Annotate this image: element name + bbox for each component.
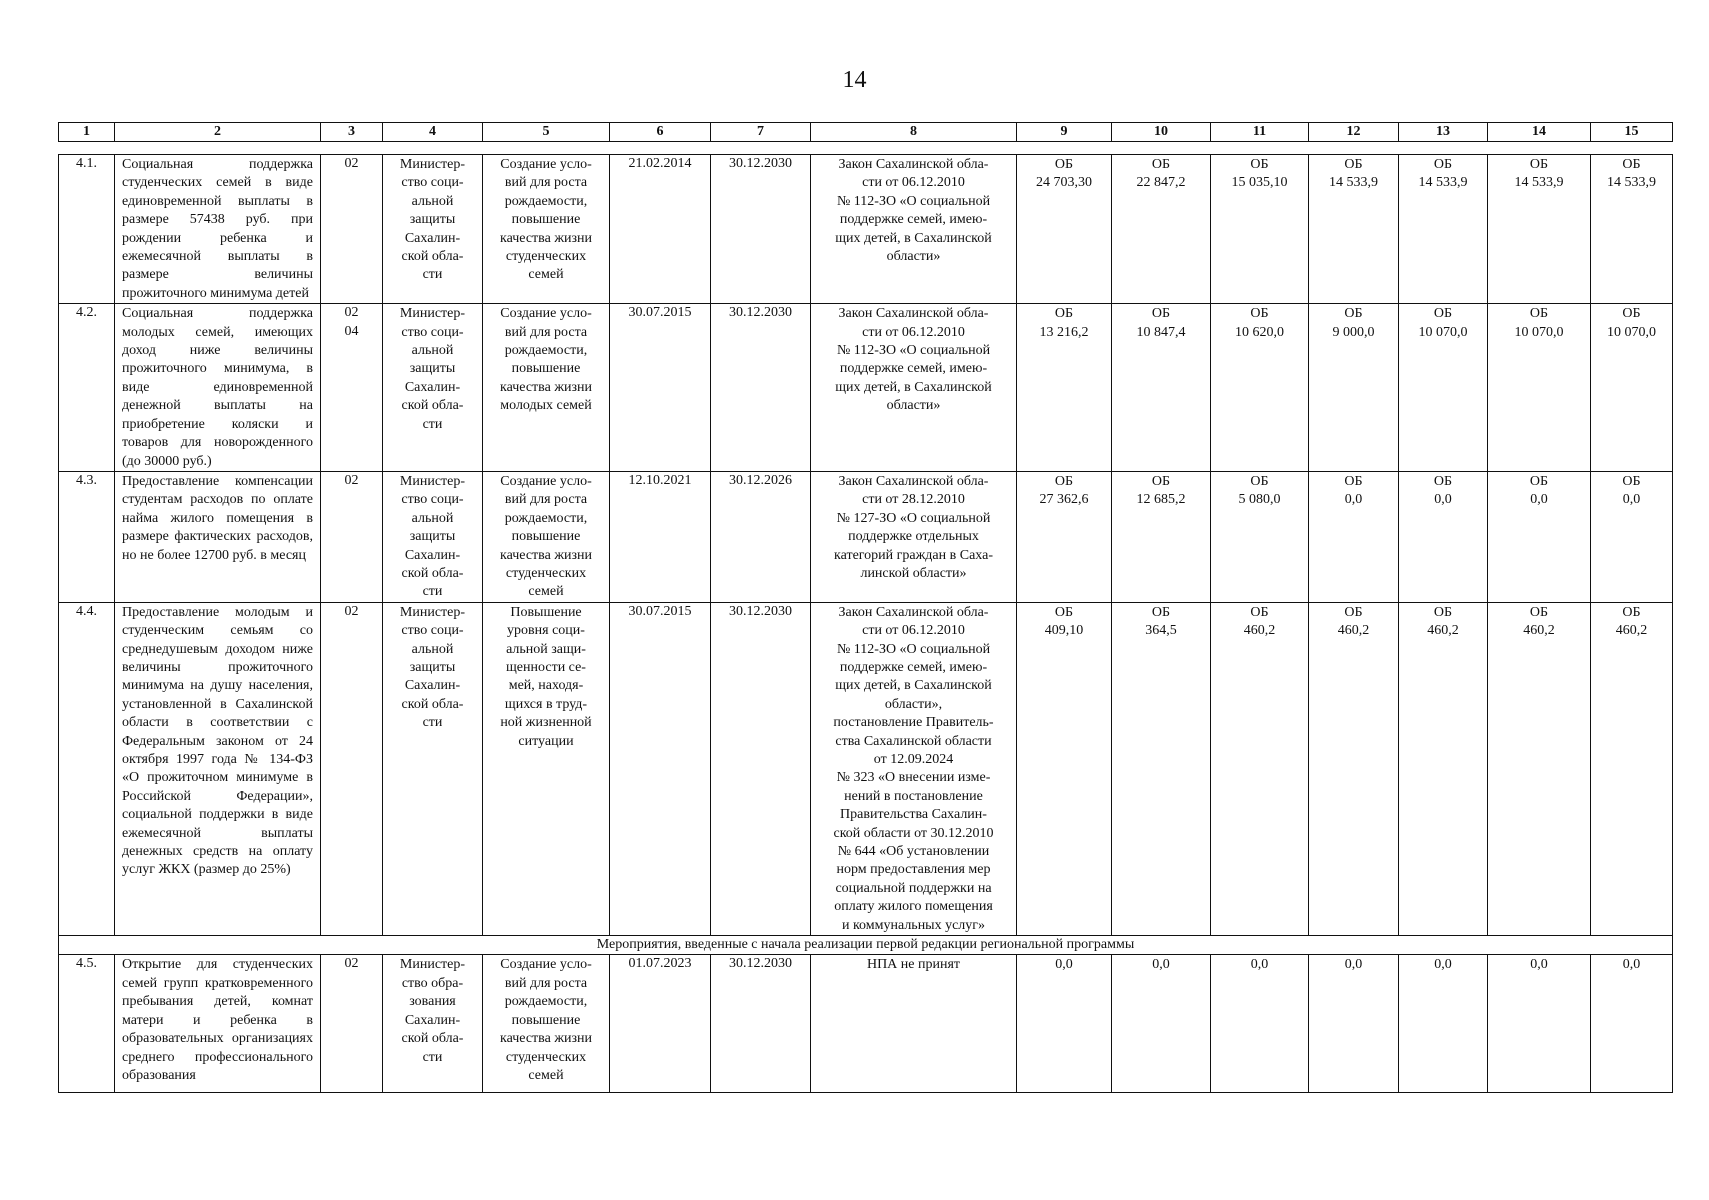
cell-line: Закон Сахалинской обла- <box>838 157 989 172</box>
cell-line: повышение <box>511 212 581 228</box>
end-date: 30.12.2026 <box>711 471 811 602</box>
cell-line: студенческих <box>505 1049 587 1065</box>
funding-amount: 15 035,10 <box>1231 175 1288 191</box>
result-cell <box>483 955 610 1093</box>
row-number: 4.5. <box>59 955 115 1093</box>
end-date: 30.12.2030 <box>711 155 811 304</box>
row-number: 4.2. <box>59 304 115 472</box>
cell-line: Министер- <box>399 306 466 322</box>
funding-source: ОБ <box>1250 604 1269 620</box>
funding-source: ОБ <box>1151 473 1171 489</box>
funding-amount: 5 080,0 <box>1238 492 1281 508</box>
cell-line: сти <box>422 416 443 432</box>
cell-line: защиты <box>409 529 456 545</box>
cell-line: Создание усло- <box>500 306 592 322</box>
cell-line: № 644 «Об установлении <box>837 844 990 860</box>
cell-line: области» <box>886 398 941 414</box>
funding-cell <box>1309 155 1399 304</box>
cell-line: Повышение <box>510 604 582 620</box>
funding-amount: 10 847,4 <box>1136 324 1186 340</box>
funding-amount: 0,0 <box>1434 492 1452 508</box>
cell-line: уровня соци- <box>507 623 585 639</box>
legal-basis-cell <box>811 955 1017 1093</box>
funding-cell <box>1112 602 1211 935</box>
column-number: 12 <box>1309 123 1399 142</box>
cell-line: защиты <box>409 361 456 377</box>
cell-line: альной защи- <box>506 641 586 657</box>
funding-source: ОБ <box>1250 157 1269 172</box>
cell-line: постановление Правитель- <box>833 715 994 731</box>
funding-source: ОБ <box>1151 306 1171 322</box>
cell-line: щих детей, в Сахалинской <box>835 230 992 246</box>
cell-line: качества жизни <box>500 1031 592 1047</box>
column-number: 6 <box>610 123 711 142</box>
cell-line: защиты <box>409 659 456 675</box>
executor-cell <box>383 304 483 472</box>
funding-cell <box>1399 304 1488 472</box>
row-number: 4.1. <box>59 155 115 304</box>
cell-line: сти от 28.12.2010 <box>862 492 965 508</box>
page-number: 14 <box>842 67 867 93</box>
cell-line: Сахалин- <box>404 678 461 694</box>
funding-cell <box>1017 602 1112 935</box>
cell-line: Закон Сахалинской обла- <box>838 306 989 322</box>
funding-cell <box>1399 955 1488 1093</box>
funding-source: ОБ <box>1151 157 1171 172</box>
cell-line: сти от 06.12.2010 <box>862 324 965 340</box>
cell-line: сти <box>422 715 443 731</box>
funding-amount: 10 620,0 <box>1235 324 1284 340</box>
cell-line: рождаемости, <box>504 343 588 359</box>
code-cell <box>321 304 383 472</box>
funding-cell <box>1309 602 1399 935</box>
end-date: 30.12.2030 <box>711 602 811 935</box>
cell-line: ской обла- <box>401 1031 464 1047</box>
funding-amount: 0,0 <box>1530 492 1548 508</box>
table-row <box>59 955 1673 1093</box>
funding-amount: 10 070,0 <box>1418 324 1468 340</box>
funding-cell <box>1017 304 1112 472</box>
cell-line: студенческих <box>505 565 587 581</box>
funding-amount: 10 070,0 <box>1514 324 1564 340</box>
cell-line: Сахалин- <box>404 1012 461 1028</box>
result-cell <box>483 471 610 602</box>
funding-source: ОБ <box>1529 473 1549 489</box>
column-number: 9 <box>1017 123 1112 142</box>
cell-line: рождаемости, <box>504 510 588 526</box>
funding-amount: 0,0 <box>1344 492 1363 508</box>
funding-amount: 22 847,2 <box>1136 175 1186 191</box>
funding-amount: 409,10 <box>1044 623 1084 639</box>
funding-source: ОБ <box>1151 604 1171 620</box>
cell-line: и коммунальных услуг» <box>841 917 986 933</box>
funding-cell <box>1591 602 1673 935</box>
funding-cell <box>1211 304 1309 472</box>
funding-source: ОБ <box>1250 473 1269 489</box>
cell-line: качества жизни <box>500 230 592 246</box>
cell-line: сти <box>422 584 443 600</box>
column-number: 13 <box>1399 123 1488 142</box>
funding-cell <box>1112 955 1211 1093</box>
cell-line: Сахалин- <box>404 547 461 563</box>
funding-source: ОБ <box>1054 473 1074 489</box>
measure-name: Предоставление компенсации студентам расходов по оплате найма жилого помещения в размере фактических расходов, но не более 12700 руб. в месяц <box>115 471 321 602</box>
start-date: 01.07.2023 <box>610 955 711 1093</box>
funding-amount: 0,0 <box>1152 957 1170 973</box>
start-date: 21.02.2014 <box>610 155 711 304</box>
funding-cell <box>1488 602 1591 935</box>
cell-line: № 127-ЗО «О социальной <box>836 510 991 526</box>
funding-source: ОБ <box>1622 306 1641 322</box>
table-row <box>59 602 1673 935</box>
cell-line: рождаемости, <box>504 193 588 209</box>
funding-cell <box>1591 304 1673 472</box>
executor-cell <box>383 155 483 304</box>
cell-line: от 12.09.2024 <box>873 752 954 767</box>
funding-cell <box>1211 955 1309 1093</box>
cell-line: повышение <box>511 1012 581 1028</box>
cell-line: ской обла- <box>401 398 464 414</box>
funding-source: ОБ <box>1344 306 1363 322</box>
cell-line: Создание усло- <box>500 957 592 973</box>
funding-source: ОБ <box>1250 306 1269 322</box>
cell-line: студенческих <box>505 249 587 265</box>
cell-line: молодых семей <box>500 398 592 414</box>
cell-line: Создание усло- <box>500 157 592 172</box>
measure-name: Предоставление молодым и студенческим семьям со среднедушевым доходом ниже величины прожиточного минимума на душу населения, установленной в Сахалинской области в соответствии с Федеральным законом от 24 октября 1997 года № 134-ФЗ «О прожиточном минимуме в Российской Федерации», социальной поддержки в виде ежемесячной выплаты денежных средств на оплату услуг ЖКХ (размер до 25%) <box>115 602 321 935</box>
funding-cell <box>1399 155 1488 304</box>
cell-line: ство соци- <box>401 492 464 508</box>
column-number: 2 <box>115 123 321 142</box>
cell-line: ство соци- <box>401 324 464 340</box>
funding-source: ОБ <box>1433 473 1453 489</box>
cell-line: щих детей, в Сахалинской <box>835 678 992 694</box>
funding-amount: 460,2 <box>1523 623 1555 639</box>
cell-line: сти <box>422 267 443 283</box>
cell-line: вий для роста <box>504 975 588 991</box>
cell-line: качества жизни <box>500 379 592 395</box>
end-date: 30.12.2030 <box>711 304 811 472</box>
cell-line: Создание усло- <box>500 473 592 489</box>
funding-amount: 460,2 <box>1427 623 1459 639</box>
funding-amount: 460,2 <box>1337 623 1370 639</box>
funding-amount: 14 533,9 <box>1418 175 1468 191</box>
funding-cell <box>1488 304 1591 472</box>
funding-amount: 14 533,9 <box>1329 175 1378 191</box>
funding-amount: 14 533,9 <box>1607 175 1656 191</box>
funding-amount: 364,5 <box>1145 623 1177 639</box>
column-number: 10 <box>1112 123 1211 142</box>
end-date: 30.12.2030 <box>711 955 811 1093</box>
funding-amount: 10 070,0 <box>1607 324 1656 340</box>
cell-line: оплату жилого помещения <box>834 899 993 915</box>
funding-amount: 24 703,30 <box>1036 175 1092 191</box>
cell-line: Сахалин- <box>404 230 461 246</box>
funding-source: ОБ <box>1529 306 1549 322</box>
cell-line: ство соци- <box>401 623 464 639</box>
funding-source: ОБ <box>1344 604 1363 620</box>
measure-name: Открытие для студенческих семей групп кратковременного пребывания детей, комнат матери и ребенка в образовательных организациях среднего профессионального образования <box>115 955 321 1093</box>
column-number: 15 <box>1591 123 1673 142</box>
cell-line: области» <box>886 249 941 265</box>
funding-cell <box>1488 155 1591 304</box>
cell-line: № 112-ЗО «О социальной <box>836 641 991 657</box>
cell-line: вий для роста <box>504 175 588 191</box>
funding-source: ОБ <box>1054 306 1074 322</box>
measure-name: Социальная поддержка студенческих семей в виде единовременной выплаты в размере 57438 руб. при рождении ребенка и ежемесячной выплаты в размере величины прожиточного минимума детей <box>115 155 321 304</box>
funding-amount: 460,2 <box>1243 623 1276 639</box>
cell-line: альной <box>411 641 454 657</box>
funding-source: ОБ <box>1622 473 1641 489</box>
cell-line: НПА не принят <box>866 957 961 973</box>
cell-line: ситуации <box>518 733 574 749</box>
column-number: 4 <box>383 123 483 142</box>
cell-line: категорий граждан в Саха- <box>834 547 993 563</box>
legal-basis-cell <box>811 304 1017 472</box>
funding-cell <box>1211 471 1309 602</box>
column-number: 14 <box>1488 123 1591 142</box>
cell-line: Закон Сахалинской обла- <box>838 473 989 489</box>
column-number: 8 <box>811 123 1017 142</box>
funding-cell <box>1591 155 1673 304</box>
cell-line: альной <box>411 510 454 526</box>
result-cell <box>483 602 610 935</box>
column-number-header <box>58 122 1673 142</box>
cell-line: нений в постановление <box>844 788 983 804</box>
row-number: 4.4. <box>59 602 115 935</box>
funding-cell <box>1399 471 1488 602</box>
funding-cell <box>1017 155 1112 304</box>
funding-amount: 0,0 <box>1622 957 1641 973</box>
cell-line: Министер- <box>399 157 466 172</box>
cell-line: повышение <box>511 361 581 377</box>
column-number: 3 <box>321 123 383 142</box>
funding-cell <box>1488 471 1591 602</box>
funding-amount: 13 216,2 <box>1039 324 1089 340</box>
legal-basis-cell <box>811 155 1017 304</box>
cell-line: сти <box>422 1049 443 1065</box>
result-cell <box>483 155 610 304</box>
funding-amount: 27 362,6 <box>1039 492 1089 508</box>
cell-line: Министер- <box>399 604 466 620</box>
cell-line: сти от 06.12.2010 <box>862 175 965 191</box>
executor-cell <box>383 471 483 602</box>
cell-line: вий для роста <box>504 324 588 340</box>
cell-line: семей <box>528 267 564 283</box>
cell-line: щих детей, в Сахалинской <box>835 379 992 395</box>
result-cell <box>483 304 610 472</box>
cell-line: Министер- <box>399 957 466 973</box>
funding-amount: 9 000,0 <box>1332 324 1375 340</box>
section-heading: Мероприятия, введенные с начала реализации первой редакции региональной программы <box>59 936 1673 955</box>
funding-cell <box>1591 471 1673 602</box>
cell-line: 02 <box>344 603 359 619</box>
funding-source: ОБ <box>1054 604 1074 620</box>
cell-line: 02 <box>344 472 359 488</box>
funding-amount: 460,2 <box>1615 623 1648 639</box>
cell-line: ной жизненной <box>500 715 592 731</box>
cell-line: ской обла- <box>401 249 464 265</box>
funding-cell <box>1399 602 1488 935</box>
cell-line: ство обра- <box>401 975 464 991</box>
code-cell <box>321 155 383 304</box>
cell-line: зования <box>409 994 456 1010</box>
cell-line: № 112-ЗО «О социальной <box>836 343 991 359</box>
cell-line: ской обла- <box>401 696 464 712</box>
cell-line: 02 <box>344 956 359 972</box>
funding-cell <box>1112 155 1211 304</box>
cell-line: щенности се- <box>506 659 586 675</box>
cell-line: поддержке отдельных <box>848 529 979 545</box>
funding-cell <box>1112 471 1211 602</box>
cell-line: 04 <box>344 323 359 339</box>
start-date: 12.10.2021 <box>610 471 711 602</box>
cell-line: Сахалин- <box>404 379 461 395</box>
funding-amount: 14 533,9 <box>1514 175 1564 191</box>
funding-source: ОБ <box>1433 604 1453 620</box>
table-row <box>59 304 1673 472</box>
cell-line: защиты <box>409 212 456 228</box>
cell-line: 02 <box>344 305 359 321</box>
cell-line: области», <box>884 696 943 712</box>
legal-basis-cell <box>811 471 1017 602</box>
funding-cell <box>1017 955 1112 1093</box>
cell-line: качества жизни <box>500 547 592 563</box>
executor-cell <box>383 602 483 935</box>
cell-line: мей, находя- <box>508 678 584 694</box>
measure-name: Социальная поддержка молодых семей, имеющих доход ниже величины прожиточного минимума, в виде единовременной денежной выплаты на приобретение коляски и товаров для новорожденного (до 30000 руб.) <box>115 304 321 472</box>
funding-source: ОБ <box>1622 604 1641 620</box>
program-measures-table <box>58 154 1673 1093</box>
funding-cell <box>1309 304 1399 472</box>
cell-line: рождаемости, <box>504 994 588 1010</box>
cell-line: № 323 «О внесении изме- <box>836 770 991 786</box>
executor-cell <box>383 955 483 1093</box>
funding-cell <box>1488 955 1591 1093</box>
funding-cell <box>1309 471 1399 602</box>
funding-amount: 0,0 <box>1250 957 1269 973</box>
column-number: 1 <box>59 123 115 142</box>
funding-source: ОБ <box>1433 306 1453 322</box>
cell-line: ство соци- <box>401 175 464 191</box>
cell-line: социальной поддержки на <box>835 880 992 896</box>
funding-cell <box>1211 155 1309 304</box>
cell-line: Правительства Сахалин- <box>840 807 987 823</box>
cell-line: № 112-ЗО «О социальной <box>836 193 991 209</box>
funding-source: ОБ <box>1344 473 1363 489</box>
cell-line: поддержке семей, имею- <box>839 361 988 377</box>
cell-line: ства Сахалинской области <box>835 733 992 749</box>
cell-line: сти от 06.12.2010 <box>862 623 965 639</box>
code-cell <box>321 955 383 1093</box>
funding-cell <box>1211 602 1309 935</box>
funding-amount: 0,0 <box>1622 492 1641 508</box>
funding-source: ОБ <box>1529 604 1549 620</box>
column-number: 5 <box>483 123 610 142</box>
code-cell <box>321 471 383 602</box>
row-number: 4.3. <box>59 471 115 602</box>
legal-basis-cell <box>811 602 1017 935</box>
funding-cell <box>1112 304 1211 472</box>
cell-line: поддержке семей, имею- <box>839 212 988 228</box>
column-number: 11 <box>1211 123 1309 142</box>
funding-cell <box>1591 955 1673 1093</box>
cell-line: 02 <box>344 156 359 171</box>
funding-amount: 0,0 <box>1530 957 1548 973</box>
cell-line: норм предоставления мер <box>836 862 991 878</box>
funding-source: ОБ <box>1622 157 1641 172</box>
section-heading-row <box>59 936 1673 955</box>
funding-amount: 0,0 <box>1344 957 1363 973</box>
cell-line: вий для роста <box>504 492 588 508</box>
cell-line: Министер- <box>399 473 466 489</box>
cell-line: Закон Сахалинской обла- <box>838 604 989 620</box>
funding-source: ОБ <box>1344 157 1363 172</box>
funding-source: ОБ <box>1529 157 1549 172</box>
funding-amount: 12 685,2 <box>1136 492 1186 508</box>
cell-line: линской области» <box>860 565 967 581</box>
cell-line: семей <box>528 1067 564 1083</box>
funding-amount: 0,0 <box>1055 957 1073 973</box>
start-date: 30.07.2015 <box>610 304 711 472</box>
table-row <box>59 471 1673 602</box>
cell-line: повышение <box>511 529 581 545</box>
column-number: 7 <box>711 123 811 142</box>
cell-line: альной <box>411 343 454 359</box>
funding-source: ОБ <box>1054 157 1074 172</box>
code-cell <box>321 602 383 935</box>
cell-line: семей <box>528 584 564 600</box>
cell-line: ской области от 30.12.2010 <box>833 825 994 841</box>
cell-line: поддержке семей, имею- <box>839 659 988 675</box>
cell-line: щихся в труд- <box>504 696 588 712</box>
cell-line: ской обла- <box>401 565 464 581</box>
start-date: 30.07.2015 <box>610 602 711 935</box>
funding-amount: 0,0 <box>1434 957 1452 973</box>
table-row <box>59 155 1673 304</box>
funding-source: ОБ <box>1433 157 1453 172</box>
cell-line: альной <box>411 193 454 209</box>
funding-cell <box>1309 955 1399 1093</box>
funding-cell <box>1017 471 1112 602</box>
